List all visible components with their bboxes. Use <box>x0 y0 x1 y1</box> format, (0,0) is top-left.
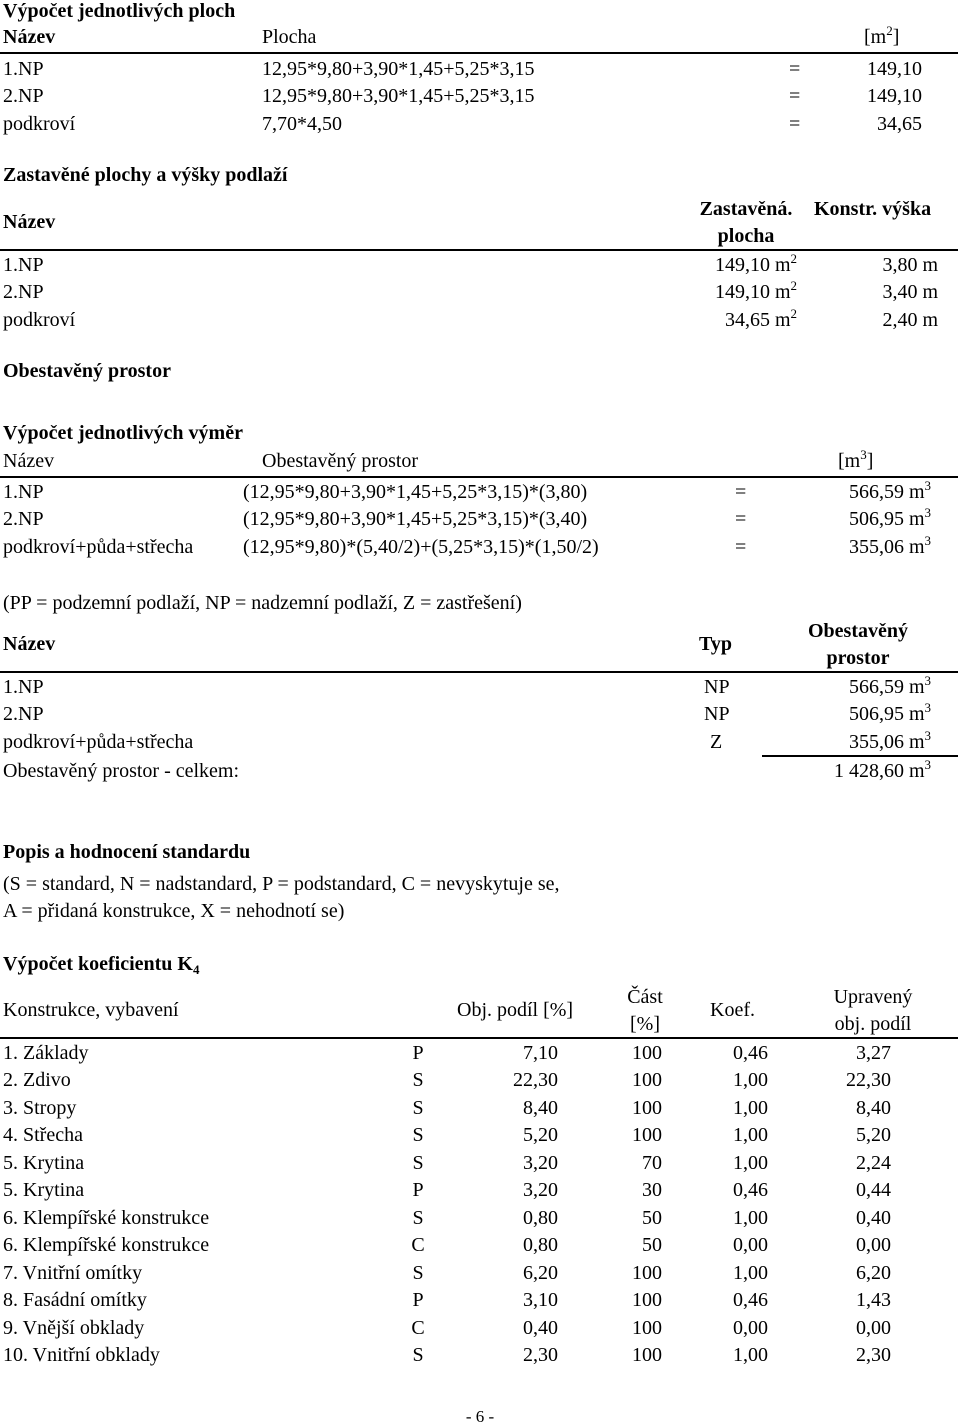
volume-row-name: 1.NP <box>3 481 44 503</box>
header-rule <box>0 476 958 478</box>
object-share: 0,40 <box>523 1317 558 1339</box>
summary-row-value: 355,06 $m^3$ <box>848 728 931 753</box>
adjusted-share: 1,43 <box>856 1289 891 1311</box>
object-share: 8,40 <box>523 1097 558 1119</box>
construction-name: 8. Fasádní omítky <box>3 1289 147 1311</box>
col-header-adjusted: Upravený <box>833 986 913 1008</box>
area-row-name: 1.NP <box>3 58 44 80</box>
adjusted-share: 6,20 <box>856 1262 891 1284</box>
volume-row-value: 566,59 $m^3$ <box>848 478 931 503</box>
volume-row-formula: (12,95*9,80+3,90*1,45+5,25*3,15)*(3,40) <box>243 508 588 530</box>
part-percent: 100 <box>632 1124 662 1146</box>
built-row-name: 1.NP <box>3 254 44 276</box>
object-share: 5,20 <box>523 1124 558 1146</box>
summary-row-name: 1.NP <box>3 676 44 698</box>
built-row-height: 3,40 m <box>882 281 938 303</box>
object-share: 2,30 <box>523 1344 558 1366</box>
col-header-volume-2: prostor <box>826 647 890 669</box>
summary-row-type: NP <box>704 703 730 725</box>
standard-code: S <box>412 1207 424 1229</box>
header-rule <box>0 52 958 54</box>
area-row-formula: 7,70*4,50 <box>262 113 342 135</box>
header-rule <box>0 1037 958 1039</box>
coefficient: 1,00 <box>733 1152 768 1174</box>
volume-row-name: podkroví+půda+střecha <box>3 536 194 558</box>
col-header-unit: $[m^3]$ <box>838 447 874 472</box>
summary-row-value: 506,95 $m^3$ <box>848 700 931 725</box>
volume-row-eq: = <box>735 508 747 530</box>
standard-code: P <box>412 1042 424 1064</box>
construction-name: 10. Vnitřní obklady <box>3 1344 160 1366</box>
area-row-eq: = <box>789 58 801 80</box>
coefficient: 0,46 <box>733 1179 768 1201</box>
object-share: 3,20 <box>523 1152 558 1174</box>
construction-name: 3. Stropy <box>3 1097 77 1119</box>
object-share: 6,20 <box>523 1262 558 1284</box>
standard-legend-line-2: A = přidaná konstrukce, X = nehodnotí se) <box>3 900 345 922</box>
volume-row-formula: (12,95*9,80+3,90*1,45+5,25*3,15)*(3,80) <box>243 481 588 503</box>
construction-name: 6. Klempířské konstrukce <box>3 1207 210 1229</box>
col-header-name: Název <box>3 450 55 472</box>
built-row-name: 2.NP <box>3 281 44 303</box>
summary-row-name: 2.NP <box>3 703 44 725</box>
volume-row-value: 355,06 $m^3$ <box>848 533 931 558</box>
adjusted-share: 22,30 <box>846 1069 891 1091</box>
built-row-name: podkroví <box>3 309 76 331</box>
part-percent: 50 <box>642 1234 662 1256</box>
coefficient: 1,00 <box>733 1069 768 1091</box>
total-value: 1 428,60 $m^3$ <box>833 757 931 782</box>
volume-row-value: 506,95 $m^3$ <box>848 505 931 530</box>
part-percent: 70 <box>642 1152 662 1174</box>
coefficient: 1,00 <box>733 1262 768 1284</box>
object-share: 7,10 <box>523 1042 558 1064</box>
col-header-area: Plocha <box>262 26 317 48</box>
standard-code: P <box>412 1179 424 1201</box>
col-header-volume: Obestavěný <box>808 620 908 642</box>
standard-code: S <box>412 1152 424 1174</box>
construction-name: 9. Vnější obklady <box>3 1317 145 1339</box>
summary-row-name: podkroví+půda+střecha <box>3 731 194 753</box>
col-header-adjusted-2: obj. podíl <box>834 1013 912 1035</box>
area-row-eq: = <box>789 113 801 135</box>
coefficient: 0,00 <box>733 1317 768 1339</box>
total-label: Obestavěný prostor - celkem: <box>3 760 240 782</box>
section-title-coefficient: Výpočet koeficientu $K_4$ <box>3 953 200 977</box>
adjusted-share: 0,44 <box>856 1179 891 1201</box>
subsection-title-volume-calc: Výpočet jednotlivých výměr <box>3 422 243 444</box>
coefficient: 1,00 <box>733 1207 768 1229</box>
object-share: 3,10 <box>523 1289 558 1311</box>
standard-code: S <box>412 1124 424 1146</box>
part-percent: 100 <box>632 1317 662 1339</box>
col-header-part: Část <box>627 986 663 1008</box>
adjusted-share: 0,40 <box>856 1207 891 1229</box>
construction-name: 7. Vnitřní omítky <box>3 1262 143 1284</box>
volume-row-formula: (12,95*9,80)*(5,40/2)+(5,25*3,15)*(1,50/2) <box>243 536 599 558</box>
standard-code: P <box>412 1289 424 1311</box>
volume-row-eq: = <box>735 536 747 558</box>
adjusted-share: 0,00 <box>856 1317 891 1339</box>
legend-note: (PP = podzemní podlaží, NP = nadzemní podlaží, Z = zastřešení) <box>3 592 522 614</box>
summary-row-value: 566,59 $m^3$ <box>848 673 931 698</box>
standard-code: S <box>412 1069 424 1091</box>
construction-name: 5. Krytina <box>3 1179 85 1201</box>
standard-code: S <box>412 1344 424 1366</box>
adjusted-share: 2,24 <box>856 1152 891 1174</box>
area-row-value: 149,10 <box>867 58 922 80</box>
col-header-coef: Koef. <box>710 999 755 1021</box>
area-row-eq: = <box>789 85 801 107</box>
col-header-built-area-2: plocha <box>717 225 775 247</box>
summary-row-type: NP <box>704 676 730 698</box>
part-percent: 30 <box>642 1179 662 1201</box>
coefficient: 1,00 <box>733 1097 768 1119</box>
object-share: 22,30 <box>513 1069 558 1091</box>
construction-name: 4. Střecha <box>3 1124 83 1146</box>
area-row-formula: 12,95*9,80+3,90*1,45+5,25*3,15 <box>262 58 535 80</box>
standard-code: C <box>411 1234 425 1256</box>
col-header-name: Název <box>3 211 56 233</box>
adjusted-share: 3,27 <box>856 1042 891 1064</box>
section-title-built-areas: Zastavěné plochy a výšky podlaží <box>3 164 288 186</box>
built-row-area: 34,65 $m^2$ <box>724 306 797 331</box>
area-row-name: 2.NP <box>3 85 44 107</box>
built-row-area: 149,10 $m^2$ <box>714 251 797 276</box>
area-row-formula: 12,95*9,80+3,90*1,45+5,25*3,15 <box>262 85 535 107</box>
header-rule <box>0 671 958 673</box>
part-percent: 100 <box>632 1262 662 1284</box>
part-percent: 100 <box>632 1042 662 1064</box>
adjusted-share: 2,30 <box>856 1344 891 1366</box>
coefficient: 0,00 <box>733 1234 768 1256</box>
built-row-area: 149,10 $m^2$ <box>714 278 797 303</box>
coefficient: 1,00 <box>733 1344 768 1366</box>
area-row-value: 34,65 <box>877 113 922 135</box>
volume-row-name: 2.NP <box>3 508 44 530</box>
part-percent: 50 <box>642 1207 662 1229</box>
area-row-value: 149,10 <box>867 85 922 107</box>
built-row-height: 2,40 m <box>882 309 938 331</box>
construction-name: 2. Zdivo <box>3 1069 71 1091</box>
section-title-areas: Výpočet jednotlivých ploch <box>3 0 236 22</box>
col-header-part-2: [%] <box>630 1013 660 1035</box>
part-percent: 100 <box>632 1097 662 1119</box>
col-header-name: Název <box>3 26 56 48</box>
adjusted-share: 5,20 <box>856 1124 891 1146</box>
col-header-share: Obj. podíl [%] <box>457 999 574 1021</box>
adjusted-share: 0,00 <box>856 1234 891 1256</box>
object-share: 0,80 <box>523 1207 558 1229</box>
coefficient: 0,46 <box>733 1042 768 1064</box>
coefficient: 0,46 <box>733 1289 768 1311</box>
col-header-volume: Obestavěný prostor <box>262 450 419 472</box>
construction-name: 1. Základy <box>3 1042 89 1064</box>
area-row-name: podkroví <box>3 113 76 135</box>
part-percent: 100 <box>632 1344 662 1366</box>
page-number: - 6 - <box>465 1407 495 1426</box>
standard-code: S <box>412 1262 424 1284</box>
col-header-type: Typ <box>699 633 732 655</box>
col-header-construction: Konstrukce, vybavení <box>3 999 179 1021</box>
part-percent: 100 <box>632 1069 662 1091</box>
standard-legend-line-1: (S = standard, N = nadstandard, P = podstandard, C = nevyskytuje se, <box>3 873 560 895</box>
part-percent: 100 <box>632 1289 662 1311</box>
built-row-height: 3,80 m <box>882 254 938 276</box>
standard-code: S <box>412 1097 424 1119</box>
section-title-volume: Obestavěný prostor <box>3 360 171 382</box>
volume-row-eq: = <box>735 481 747 503</box>
standard-code: C <box>411 1317 425 1339</box>
object-share: 0,80 <box>523 1234 558 1256</box>
section-title-standard: Popis a hodnocení standardu <box>3 841 251 863</box>
object-share: 3,20 <box>523 1179 558 1201</box>
construction-name: 5. Krytina <box>3 1152 85 1174</box>
col-header-unit: $[m^2]$ <box>864 23 900 48</box>
col-header-built-area: Zastavěná. <box>699 198 793 220</box>
col-header-name: Název <box>3 633 56 655</box>
summary-row-type: Z <box>710 731 723 753</box>
header-rule <box>0 249 958 251</box>
coefficient: 1,00 <box>733 1124 768 1146</box>
adjusted-share: 8,40 <box>856 1097 891 1119</box>
col-header-height: Konstr. výška <box>814 198 932 220</box>
construction-name: 6. Klempířské konstrukce <box>3 1234 210 1256</box>
